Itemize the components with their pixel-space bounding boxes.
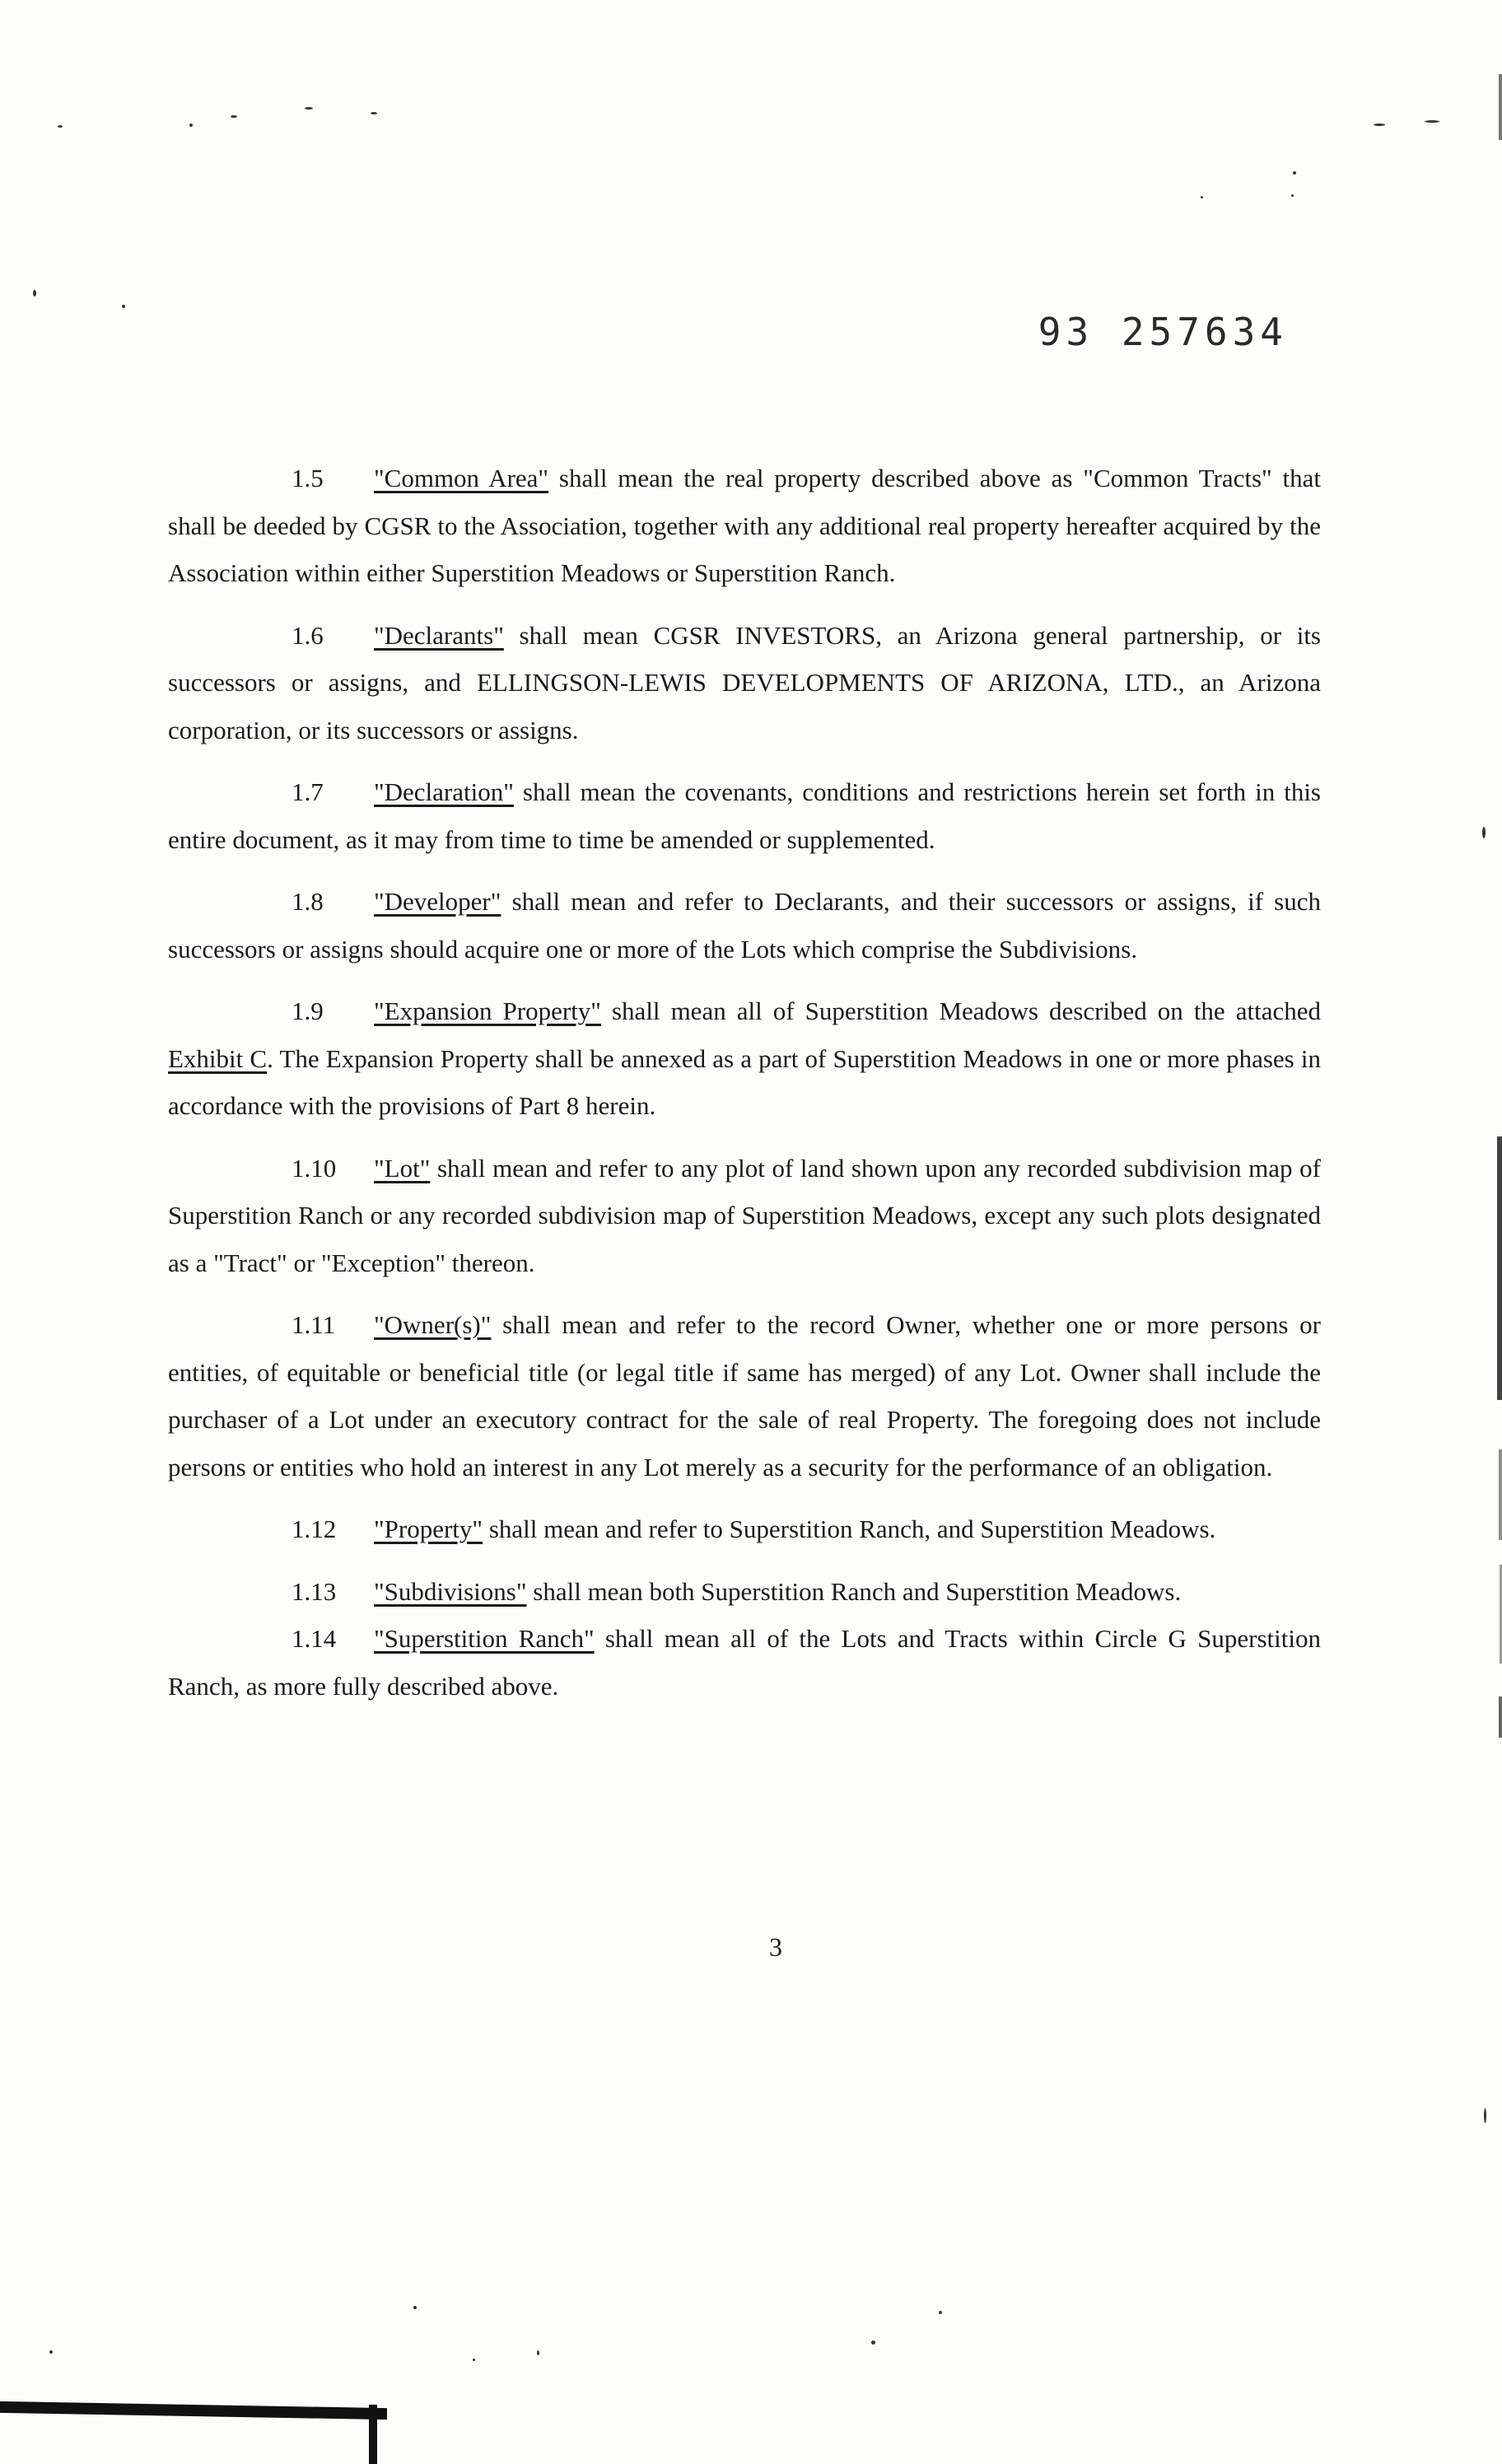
section-number: 1.11 (292, 1310, 336, 1339)
scan-edge-shadow (1499, 1449, 1502, 1540)
definition-text: shall mean the real property described above as "Common Tracts" that shall be deeded by CGSR to the Association, together with any additional real property hereafter acquired by the Association within either Superstition Meadows or Superstition Ranch. (168, 464, 1321, 587)
section-number: 1.14 (292, 1624, 337, 1653)
section-number: 1.5 (292, 464, 324, 492)
section-number: 1.13 (292, 1576, 337, 1606)
defined-term: "Declaration" (374, 777, 514, 806)
defined-term: "Superstition Ranch" (374, 1624, 595, 1653)
scan-bottom-bar (369, 2405, 377, 2464)
scan-speck (305, 107, 313, 110)
scan-speck (1293, 171, 1296, 175)
recording-number: 93 257634 (1038, 310, 1288, 354)
definition-text: shall mean all of Superstition Meadows described on the attached (600, 996, 1321, 1025)
scan-speck (1484, 2108, 1486, 2123)
definition-text: shall mean the covenants, conditions and restrictions herein set forth in this entire document, as it may from time to time be amended or supplemented. (168, 777, 1321, 854)
defined-term: "Declarants" (374, 620, 504, 650)
scan-edge-shadow (1499, 74, 1502, 140)
definition-text: shall mean all of the Lots and Tracts within Circle G Superstition Ranch, as more fully described above. (168, 1624, 1322, 1701)
scan-speck (1425, 120, 1439, 123)
scan-speck (49, 2350, 53, 2354)
section-number: 1.12 (292, 1514, 337, 1543)
page-number: 3 (769, 1932, 782, 1962)
section-number: 1.10 (292, 1153, 337, 1183)
definition-paragraph (168, 612, 1321, 754)
defined-term: "Developer" (374, 887, 501, 916)
definition-paragraph (168, 455, 1321, 597)
scan-speck (58, 125, 63, 128)
scan-edge-shadow (1497, 1136, 1502, 1400)
definition-paragraph (168, 878, 1321, 973)
scan-speck (871, 2340, 875, 2345)
definition-paragraph (168, 1615, 1321, 1710)
scan-speck (122, 305, 125, 308)
defined-term: "Subdivisions" (374, 1576, 527, 1606)
exhibit-reference: Exhibit C (168, 1043, 268, 1073)
scan-speck (231, 115, 237, 118)
scan-speck (33, 290, 36, 296)
definitions-body (168, 455, 1321, 1724)
scan-bottom-bar (0, 2401, 387, 2420)
defined-term: "Common Area" (374, 464, 549, 492)
scan-speck (1374, 124, 1385, 126)
section-number: 1.9 (292, 996, 324, 1025)
section-number: 1.6 (292, 620, 324, 650)
scan-speck (1291, 194, 1294, 197)
defined-term: "Expansion Property" (374, 996, 601, 1025)
definition-text: . The Expansion Property shall be annexed as a part of Superstition Meadows in one or more phases in accordance with the provisions of Part 8 herein. (168, 1043, 1321, 1120)
defined-term: "Property" (374, 1514, 483, 1543)
definition-text: shall mean and refer to Declarants, and their successors or assigns, if such successors or assigns should acquire one or more of the Lots which comprise the Subdivisions. (168, 887, 1321, 964)
scan-speck (939, 2311, 942, 2314)
definition-paragraph (168, 1301, 1321, 1491)
definition-paragraph (168, 1568, 1321, 1616)
definition-text: shall mean and refer to any plot of land shown upon any recorded subdivision map of Superstition Ranch or any recorded subdivision map of Superstition Meadows, except any such plots designated as a "Tract" or "Exception" thereon. (168, 1153, 1321, 1277)
scan-edge-shadow (1499, 1696, 1502, 1738)
scan-speck (537, 2350, 539, 2355)
defined-term: "Lot" (374, 1153, 431, 1183)
scan-speck (473, 2359, 475, 2361)
definition-text: shall mean both Superstition Ranch and Superstition Meadows. (526, 1576, 1182, 1606)
section-number: 1.8 (292, 887, 324, 916)
definition-text: shall mean CGSR INVESTORS, an Arizona general partnership, or its successors or assigns, and ELLINGSON-LEWIS DEVELOPMENTS OF ARIZONA, LTD., an Arizona corporation, or its successors or assigns. (168, 620, 1321, 744)
scan-speck (1201, 196, 1203, 198)
definition-paragraph (168, 1505, 1321, 1553)
definition-text: shall mean and refer to Superstition Ranch, and Superstition Meadows. (483, 1514, 1216, 1543)
definition-text: shall mean and refer to the record Owner, whether one or more persons or entities, of equitable or beneficial title (or legal title if same has merged) of any Lot. Owner shall include the purchaser of a Lot under an executory contract for the sale of real Property. The foregoing does not include persons or entities who hold an interest in any Lot merely as a security for the performance of an obligation. (168, 1310, 1321, 1482)
section-number: 1.7 (292, 777, 324, 806)
defined-term: "Owner(s)" (374, 1310, 492, 1339)
scan-speck (413, 2306, 417, 2309)
definition-paragraph (168, 1145, 1321, 1287)
definition-paragraph (168, 768, 1321, 863)
scan-speck (1482, 827, 1486, 838)
scan-speck (189, 124, 193, 127)
scan-speck (371, 112, 377, 114)
definition-paragraph (168, 987, 1321, 1130)
